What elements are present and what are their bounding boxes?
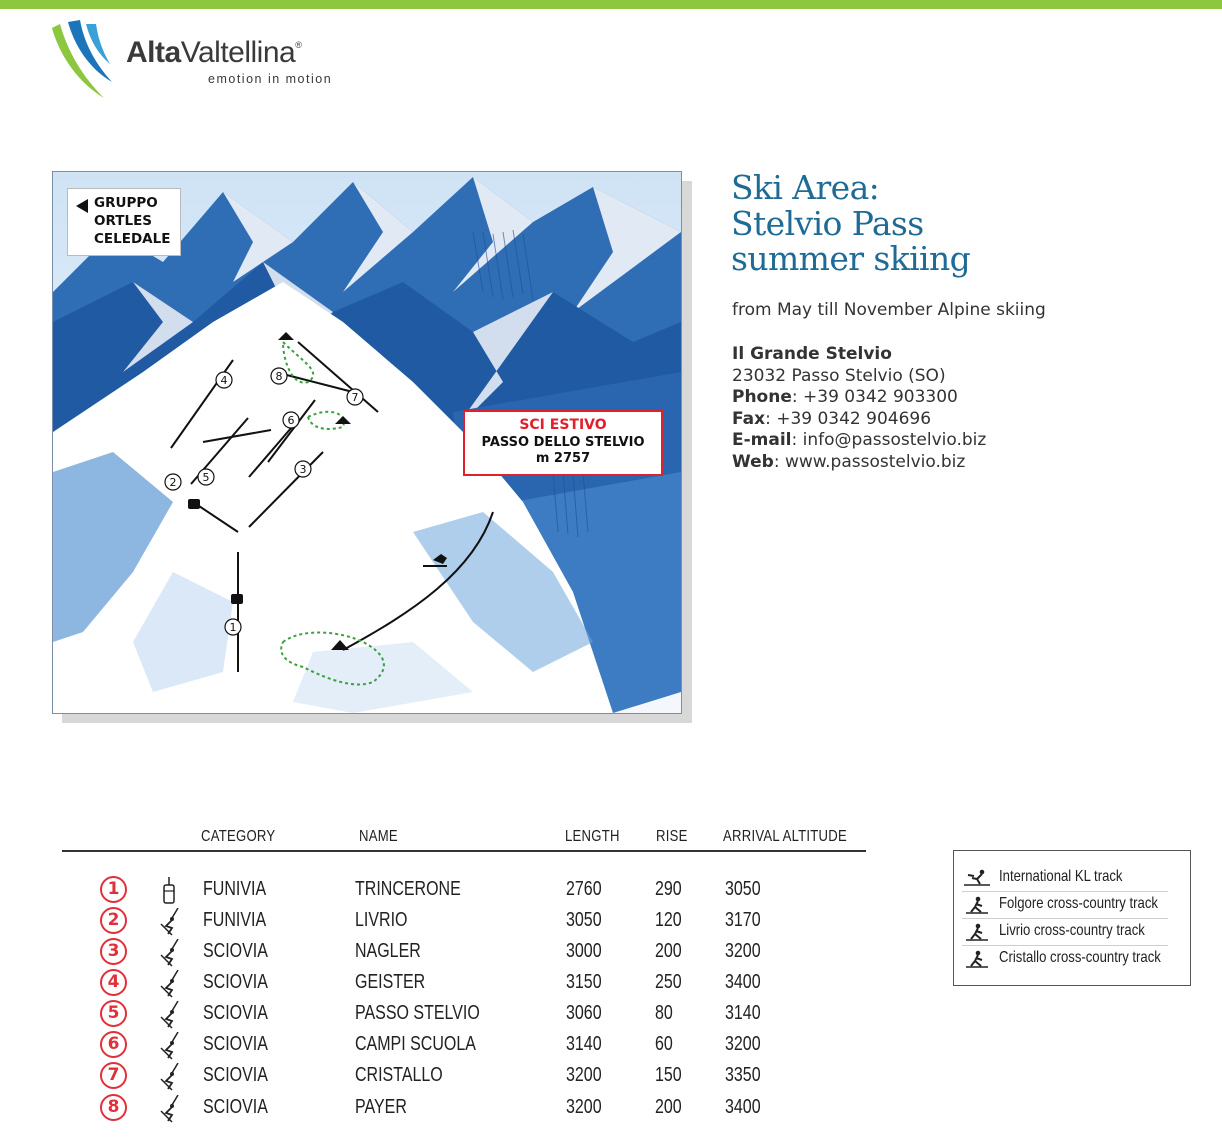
ski-lift-icon bbox=[158, 1095, 180, 1127]
map-lift-number: 1 bbox=[229, 621, 237, 634]
title-line: Stelvio Pass bbox=[731, 203, 924, 243]
legend-label: Folgore cross-country track bbox=[999, 895, 1158, 912]
ski-lift-icon bbox=[158, 939, 180, 971]
lift-number-badge: 7 bbox=[100, 1062, 127, 1089]
map-lift-number: 6 bbox=[287, 414, 295, 427]
cell-arrival: 3200 bbox=[725, 1033, 761, 1055]
legend-label: Livrio cross-country track bbox=[999, 922, 1145, 939]
cell-arrival: 3350 bbox=[725, 1064, 761, 1086]
brand-name bbox=[126, 36, 301, 70]
cell-arrival: 3170 bbox=[725, 909, 761, 931]
header-divider bbox=[62, 850, 866, 852]
map-lift-number: 7 bbox=[351, 391, 359, 404]
registered-mark: ® bbox=[295, 40, 302, 50]
cell-name: CRISTALLO bbox=[355, 1064, 443, 1086]
map-lift-number: 5 bbox=[202, 471, 210, 484]
title-line: Ski Area: bbox=[731, 168, 880, 207]
map-lift-number: 2 bbox=[169, 476, 177, 489]
arrow-left-icon bbox=[76, 199, 88, 213]
col-header-name: NAME bbox=[359, 828, 398, 845]
lift-number-badge: 1 bbox=[100, 876, 127, 903]
cell-rise: 290 bbox=[655, 878, 682, 900]
cell-length: 3200 bbox=[566, 1096, 602, 1118]
brand-tagline: emotion in motion bbox=[208, 72, 333, 86]
col-header-category: CATEGORY bbox=[201, 828, 276, 845]
table-row bbox=[0, 1094, 900, 1122]
cell-name: GEISTER bbox=[355, 971, 426, 993]
email-link[interactable]: info@passostelvio.biz bbox=[802, 430, 987, 451]
map-lift-number: 3 bbox=[299, 463, 307, 476]
cell-category: SCIOVIA bbox=[203, 1064, 268, 1086]
cell-length: 3050 bbox=[566, 909, 602, 931]
lift-number-badge: 2 bbox=[100, 907, 127, 934]
cell-rise: 200 bbox=[655, 940, 682, 962]
cell-arrival: 3400 bbox=[725, 971, 761, 993]
table-row bbox=[0, 907, 900, 935]
group-label-box bbox=[67, 188, 181, 256]
cell-name: PASSO STELVIO bbox=[355, 1002, 480, 1024]
sign-altitude: m 2757 bbox=[535, 451, 591, 466]
cell-rise: 60 bbox=[655, 1033, 673, 1055]
cell-arrival: 3400 bbox=[725, 1096, 761, 1118]
cell-rise: 80 bbox=[655, 1002, 673, 1024]
email-label: E-mail bbox=[732, 430, 792, 451]
brand-bold: Alta bbox=[126, 36, 181, 69]
cell-rise: 120 bbox=[655, 909, 682, 931]
cell-length: 3150 bbox=[566, 971, 602, 993]
ski-lift-icon bbox=[158, 970, 180, 1002]
legend-item bbox=[962, 892, 1168, 919]
table-row bbox=[0, 938, 900, 966]
col-header-rise: RISE bbox=[656, 828, 688, 845]
address: 23032 Passo Stelvio (SO) bbox=[732, 365, 946, 386]
cell-name: CAMPI SCUOLA bbox=[355, 1033, 476, 1055]
cell-category: SCIOVIA bbox=[203, 1033, 268, 1055]
logo-swoosh-icon bbox=[46, 20, 126, 100]
cell-category: SCIOVIA bbox=[203, 1096, 268, 1118]
group-label-line: ORTLES bbox=[94, 213, 153, 229]
lift-number-badge: 3 bbox=[100, 938, 127, 965]
lift-number-badge: 4 bbox=[100, 969, 127, 996]
cell-rise: 250 bbox=[655, 971, 682, 993]
lift-number-badge: 6 bbox=[100, 1031, 127, 1058]
col-header-arrival: ARRIVAL ALTITUDE bbox=[723, 828, 847, 845]
contact-block: Il Grande Stelvio 23032 Passo Stelvio (SO) Phone: +39 0342 903300 Fax: +39 0342 904696 E-mail: info@passostelvio.biz Web: www.passostelvio.biz bbox=[732, 344, 987, 472]
table-row bbox=[0, 1031, 900, 1059]
legend-item bbox=[962, 865, 1168, 892]
cell-arrival: 3200 bbox=[725, 940, 761, 962]
cell-length: 3060 bbox=[566, 1002, 602, 1024]
sign-title: SCI ESTIVO bbox=[519, 417, 607, 433]
ski-area-map bbox=[52, 171, 682, 714]
summer-ski-sign bbox=[463, 410, 663, 476]
cell-length: 2760 bbox=[566, 878, 602, 900]
cable-car-icon bbox=[158, 877, 180, 909]
cell-arrival: 3050 bbox=[725, 878, 761, 900]
track-legend bbox=[953, 850, 1191, 986]
table-row bbox=[0, 876, 900, 904]
cell-rise: 200 bbox=[655, 1096, 682, 1118]
cell-length: 3200 bbox=[566, 1064, 602, 1086]
cell-name: LIVRIO bbox=[355, 909, 408, 931]
group-label-line: GRUPPO bbox=[94, 195, 158, 211]
sign-place: PASSO DELLO STELVIO bbox=[481, 435, 645, 450]
cell-category: SCIOVIA bbox=[203, 971, 268, 993]
table-row bbox=[0, 1062, 900, 1090]
phone-label: Phone bbox=[732, 387, 792, 408]
map-lift-number: 8 bbox=[275, 370, 283, 383]
ski-lift-icon bbox=[158, 1032, 180, 1064]
brand-light: Valtellina bbox=[180, 36, 296, 69]
cell-length: 3000 bbox=[566, 940, 602, 962]
cell-arrival: 3140 bbox=[725, 1002, 761, 1024]
cell-name: NAGLER bbox=[355, 940, 421, 962]
cell-rise: 150 bbox=[655, 1064, 682, 1086]
cell-category: SCIOVIA bbox=[203, 1002, 268, 1024]
legend-label: International KL track bbox=[999, 868, 1123, 885]
cell-name: TRINCERONE bbox=[355, 878, 461, 900]
cell-name: PAYER bbox=[355, 1096, 407, 1118]
cell-category: SCIOVIA bbox=[203, 940, 268, 962]
legend-label: Cristallo cross-country track bbox=[999, 949, 1161, 966]
legend-item bbox=[962, 946, 1168, 972]
ski-lift-icon bbox=[158, 1063, 180, 1095]
legend-item bbox=[962, 919, 1168, 946]
ski-lift-icon bbox=[158, 908, 180, 940]
ski-lift-icon bbox=[158, 1001, 180, 1033]
table-row bbox=[0, 969, 900, 997]
title-line: summer skiing bbox=[731, 239, 971, 278]
alta-valtellina-logo bbox=[46, 20, 346, 100]
web-label: Web bbox=[732, 451, 774, 472]
cell-length: 3140 bbox=[566, 1033, 602, 1055]
page-title bbox=[731, 170, 970, 277]
map-lift-number: 4 bbox=[220, 374, 228, 387]
table-row bbox=[0, 1000, 900, 1028]
group-label-line: CELEDALE bbox=[94, 231, 171, 247]
col-header-length: LENGTH bbox=[565, 828, 620, 845]
lift-number-badge: 8 bbox=[100, 1094, 127, 1121]
top-accent-bar bbox=[0, 0, 1222, 9]
phone-value: +39 0342 903300 bbox=[803, 387, 958, 408]
cell-category: FUNIVIA bbox=[203, 878, 267, 900]
fax-label: Fax bbox=[732, 408, 766, 429]
lift-number-badge: 5 bbox=[100, 1000, 127, 1027]
web-link[interactable]: www.passostelvio.biz bbox=[785, 451, 966, 472]
fax-value: +39 0342 904696 bbox=[776, 408, 932, 429]
company-name: Il Grande Stelvio bbox=[732, 344, 892, 364]
season-subtitle: from May till November Alpine skiing bbox=[732, 300, 1046, 320]
cell-category: FUNIVIA bbox=[203, 909, 267, 931]
